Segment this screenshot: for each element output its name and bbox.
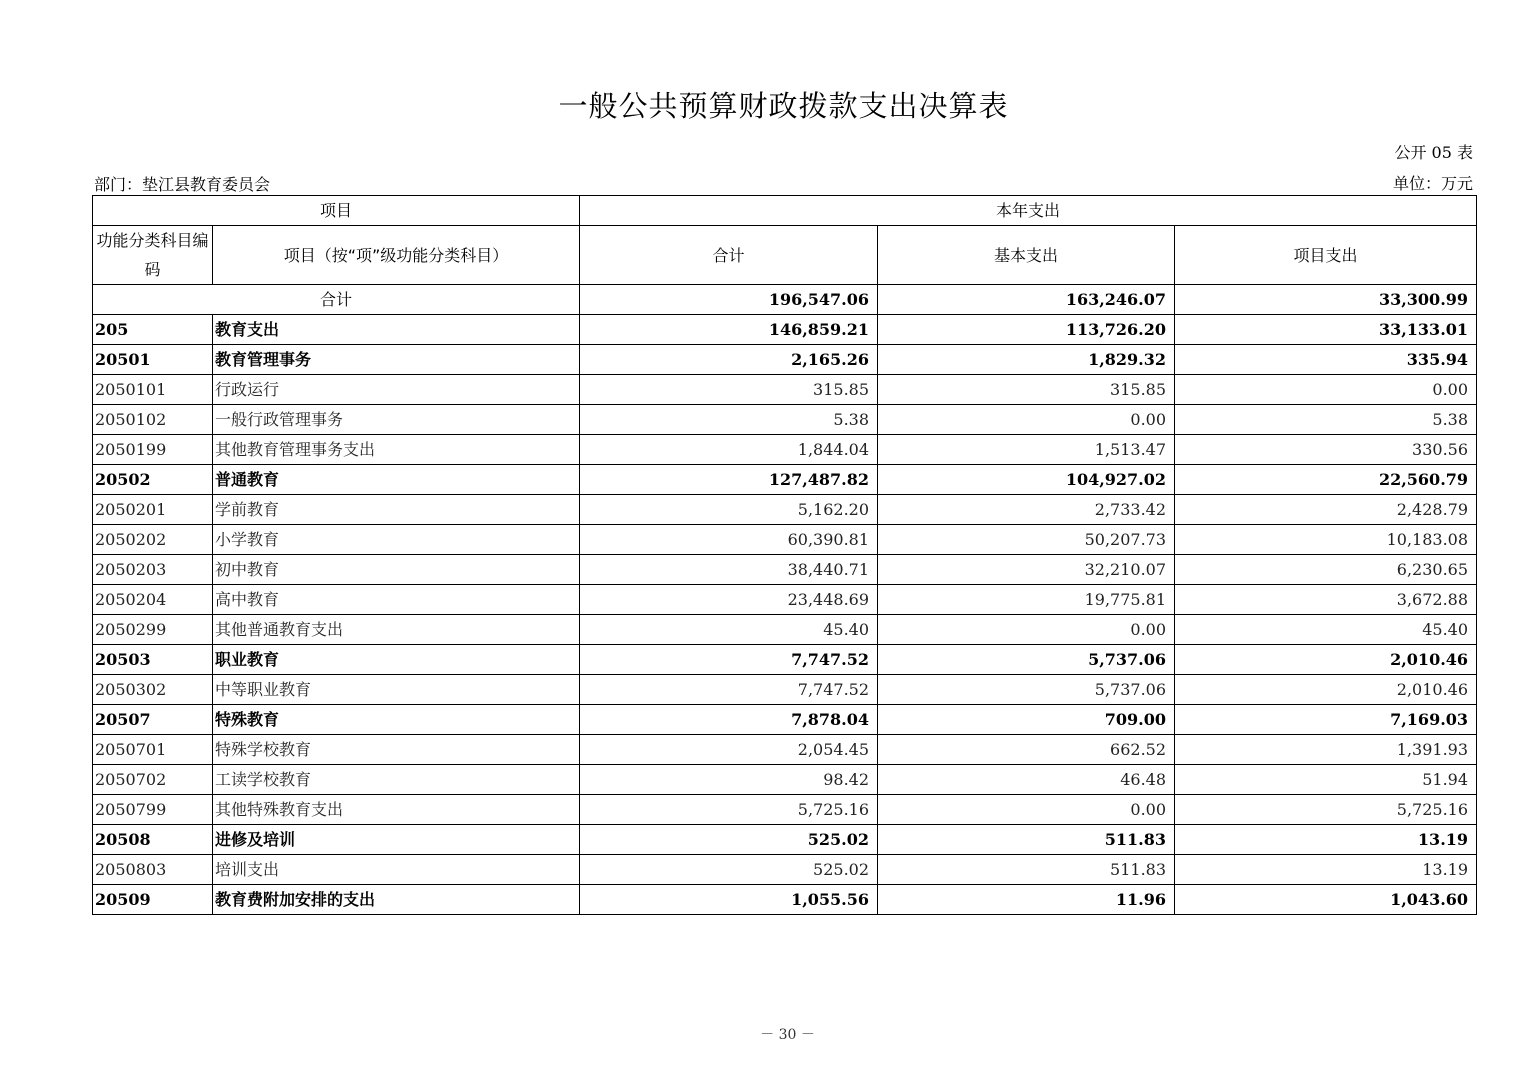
row-basic: 19,775.81 — [878, 585, 1175, 615]
page-number: － 30 － — [760, 1027, 815, 1043]
row-basic: 5,737.06 — [878, 675, 1175, 705]
row-total: 315.85 — [580, 375, 878, 405]
table-row — [93, 375, 1477, 405]
row-total: 45.40 — [580, 615, 878, 645]
row-total: 7,878.04 — [580, 705, 878, 735]
total-row-label: 合计 — [93, 285, 580, 315]
header-project-col: 项目支出 — [1175, 226, 1477, 285]
row-code: 20502 — [93, 465, 213, 495]
header-item-group: 项目 — [93, 196, 580, 226]
row-project: 2,428.79 — [1175, 495, 1477, 525]
table-row — [93, 315, 1477, 345]
row-code: 2050201 — [93, 495, 213, 525]
row-name: 其他普通教育支出 — [213, 615, 580, 645]
row-total: 60,390.81 — [580, 525, 878, 555]
row-total: 1,055.56 — [580, 885, 878, 915]
row-basic: 0.00 — [878, 795, 1175, 825]
header-total-col: 合计 — [580, 226, 878, 285]
row-project: 3,672.88 — [1175, 585, 1477, 615]
row-basic: 315.85 — [878, 375, 1175, 405]
table-row — [93, 345, 1477, 375]
row-name: 特殊学校教育 — [213, 735, 580, 765]
row-code: 2050803 — [93, 855, 213, 885]
table-row — [93, 675, 1477, 705]
row-project: 45.40 — [1175, 615, 1477, 645]
row-name: 学前教育 — [213, 495, 580, 525]
header-expense-group: 本年支出 — [580, 196, 1477, 226]
row-code: 2050203 — [93, 555, 213, 585]
row-basic: 662.52 — [878, 735, 1175, 765]
row-name: 行政运行 — [213, 375, 580, 405]
row-project: 5,725.16 — [1175, 795, 1477, 825]
table-row — [93, 405, 1477, 435]
row-basic: 46.48 — [878, 765, 1175, 795]
row-total: 38,440.71 — [580, 555, 878, 585]
row-name: 一般行政管理事务 — [213, 405, 580, 435]
row-code: 205 — [93, 315, 213, 345]
row-project: 33,133.01 — [1175, 315, 1477, 345]
row-basic: 0.00 — [878, 615, 1175, 645]
row-project: 335.94 — [1175, 345, 1477, 375]
row-code: 2050102 — [93, 405, 213, 435]
row-project: 0.00 — [1175, 375, 1477, 405]
row-total: 7,747.52 — [580, 675, 878, 705]
table-row — [93, 555, 1477, 585]
row-project: 1,043.60 — [1175, 885, 1477, 915]
row-total: 525.02 — [580, 855, 878, 885]
row-total: 98.42 — [580, 765, 878, 795]
row-total: 5,725.16 — [580, 795, 878, 825]
row-total: 7,747.52 — [580, 645, 878, 675]
row-project: 10,183.08 — [1175, 525, 1477, 555]
row-code: 20507 — [93, 705, 213, 735]
table-row — [93, 765, 1477, 795]
row-name: 工读学校教育 — [213, 765, 580, 795]
table-row — [93, 705, 1477, 735]
row-basic: 2,733.42 — [878, 495, 1175, 525]
row-basic: 11.96 — [878, 885, 1175, 915]
row-name: 其他教育管理事务支出 — [213, 435, 580, 465]
row-code: 2050302 — [93, 675, 213, 705]
row-code: 2050701 — [93, 735, 213, 765]
row-name: 教育管理事务 — [213, 345, 580, 375]
page-title: 一般公共预算财政拨款支出决算表 — [558, 89, 1009, 123]
row-code: 2050199 — [93, 435, 213, 465]
row-name: 其他特殊教育支出 — [213, 795, 580, 825]
row-total: 5,162.20 — [580, 495, 878, 525]
row-project: 22,560.79 — [1175, 465, 1477, 495]
row-project: 2,010.46 — [1175, 645, 1477, 675]
row-basic: 5,737.06 — [878, 645, 1175, 675]
header-basic-col: 基本支出 — [878, 226, 1175, 285]
form-number: 公开 05 表 — [1394, 143, 1473, 162]
table-row — [93, 885, 1477, 915]
budget-table — [92, 195, 1477, 915]
row-code: 2050702 — [93, 765, 213, 795]
row-total: 2,054.45 — [580, 735, 878, 765]
row-project: 51.94 — [1175, 765, 1477, 795]
row-name: 小学教育 — [213, 525, 580, 555]
row-code: 20508 — [93, 825, 213, 855]
table-row — [93, 645, 1477, 675]
row-code: 20509 — [93, 885, 213, 915]
row-total: 5.38 — [580, 405, 878, 435]
row-basic: 709.00 — [878, 705, 1175, 735]
row-name: 职业教育 — [213, 645, 580, 675]
row-name: 进修及培训 — [213, 825, 580, 855]
total-row-basic: 163,246.07 — [878, 285, 1175, 315]
row-name: 中等职业教育 — [213, 675, 580, 705]
row-basic: 50,207.73 — [878, 525, 1175, 555]
row-name: 普通教育 — [213, 465, 580, 495]
header-row-group — [93, 196, 1477, 226]
table-row — [93, 525, 1477, 555]
row-code: 2050204 — [93, 585, 213, 615]
row-basic: 1,513.47 — [878, 435, 1175, 465]
table-row — [93, 795, 1477, 825]
row-total: 2,165.26 — [580, 345, 878, 375]
table-row — [93, 435, 1477, 465]
row-name: 教育支出 — [213, 315, 580, 345]
row-basic: 113,726.20 — [878, 315, 1175, 345]
row-basic: 0.00 — [878, 405, 1175, 435]
row-code: 2050101 — [93, 375, 213, 405]
table-row — [93, 735, 1477, 765]
row-total: 525.02 — [580, 825, 878, 855]
table-row — [93, 855, 1477, 885]
row-code: 2050299 — [93, 615, 213, 645]
row-name: 特殊教育 — [213, 705, 580, 735]
row-total: 1,844.04 — [580, 435, 878, 465]
row-name: 教育费附加安排的支出 — [213, 885, 580, 915]
row-name: 高中教育 — [213, 585, 580, 615]
row-project: 5.38 — [1175, 405, 1477, 435]
total-row-project: 33,300.99 — [1175, 285, 1477, 315]
row-project: 7,169.03 — [1175, 705, 1477, 735]
row-project: 330.56 — [1175, 435, 1477, 465]
table-row — [93, 585, 1477, 615]
row-project: 13.19 — [1175, 855, 1477, 885]
header-code-col: 功能分类科目编码 — [93, 226, 213, 285]
row-basic: 32,210.07 — [878, 555, 1175, 585]
table-row — [93, 465, 1477, 495]
table-row — [93, 495, 1477, 525]
row-project: 6,230.65 — [1175, 555, 1477, 585]
row-project: 1,391.93 — [1175, 735, 1477, 765]
row-code: 2050799 — [93, 795, 213, 825]
row-project: 2,010.46 — [1175, 675, 1477, 705]
row-basic: 511.83 — [878, 855, 1175, 885]
row-basic: 511.83 — [878, 825, 1175, 855]
table-row — [93, 825, 1477, 855]
row-name: 培训支出 — [213, 855, 580, 885]
header-row-columns — [93, 226, 1477, 285]
total-row — [93, 285, 1477, 315]
unit-label: 单位：万元 — [1392, 174, 1473, 193]
row-code: 2050202 — [93, 525, 213, 555]
total-row-total: 196,547.06 — [580, 285, 878, 315]
row-total: 127,487.82 — [580, 465, 878, 495]
department-label: 部门：垫江县教育委员会 — [94, 175, 271, 194]
header-name-col: 项目（按“项”级功能分类科目） — [213, 226, 580, 285]
row-basic: 1,829.32 — [878, 345, 1175, 375]
row-code: 20501 — [93, 345, 213, 375]
row-code: 20503 — [93, 645, 213, 675]
row-basic: 104,927.02 — [878, 465, 1175, 495]
row-project: 13.19 — [1175, 825, 1477, 855]
row-total: 146,859.21 — [580, 315, 878, 345]
table-row — [93, 615, 1477, 645]
row-total: 23,448.69 — [580, 585, 878, 615]
row-name: 初中教育 — [213, 555, 580, 585]
